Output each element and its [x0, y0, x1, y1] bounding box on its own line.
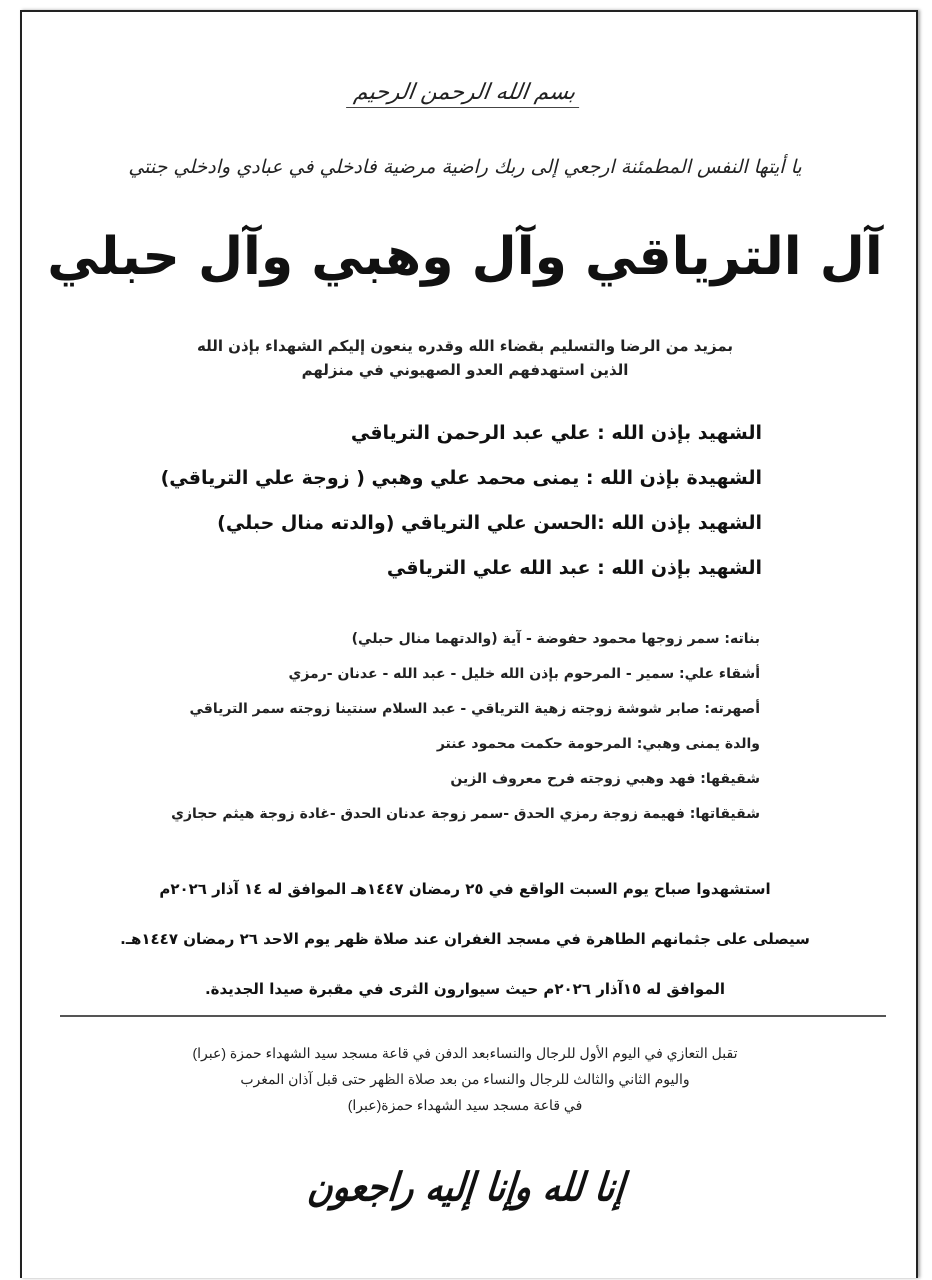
relatives-line: أصهرته: صابر شوشة زوجته زهية الترياقي - عبد السلام سنتينا زوجته سمر الترياقي: [189, 701, 760, 717]
obituary-intro: [30, 334, 900, 382]
relatives-list: [60, 624, 760, 834]
condolences-line: تقبل التعازي في اليوم الأول للرجال والنساءبعد الدفن في قاعة مسجد سيد الشهداء حمزة (عبرا): [192, 1045, 738, 1061]
relatives-line: شقيقها: فهد وهبي زوجته فرح معروف الزين: [450, 771, 760, 787]
intro-line: الذين استهدفهم العدو الصهيوني في منزلهم: [301, 361, 629, 379]
families-title: آل الترياقي وآل وهبي وآل حبلي: [47, 227, 883, 287]
martyr-line: الشهيد بإذن الله :الحسن علي الترياقي (والدته منال حبلي): [217, 512, 762, 534]
relatives-line: شقيقاتها: فهيمة زوجة رمزي الحدق -سمر زوجة عدنان الحدق -غادة زوجة هيثم حجازي: [171, 806, 760, 822]
martyrs-list: [62, 418, 762, 598]
quran-verse: يا أيتها النفس المطمئنة ارجعي إلى ربك راضية مرضية فادخلي في عبادي وادخلي جنتي: [128, 156, 802, 178]
martyr-line: الشهيد بإذن الله : علي عبد الرحمن الترياقي: [350, 422, 762, 444]
relatives-line: أشقاء علي: سمير - المرحوم بإذن الله خليل - عبد الله - عدنان -رمزي: [288, 666, 760, 682]
martyr-line: الشهيدة بإذن الله : يمنى محمد علي وهبي ( زوجة علي الترياقي): [160, 467, 762, 489]
burial-info: الموافق له ١٥آذار ٢٠٢٦م حيث سيوارون الثرى في مقبرة صيدا الجديدة.: [204, 980, 726, 998]
relatives-line: بناته: سمر زوجها محمود حفوضة - آية (والدتهما منال حبلي): [351, 631, 760, 647]
condolences-line: في قاعة مسجد سيد الشهداء حمزة(عبرا): [347, 1097, 583, 1113]
condolences-info: [40, 1040, 890, 1118]
relatives-line: والدة يمنى وهبي: المرحومة حكمت محمود عنتر: [436, 736, 760, 752]
basmala-calligraphy: بسم الله الرحمن الرحيم: [30, 80, 900, 108]
intro-line: بمزيد من الرضا والتسليم بقضاء الله وقدره ينعون إليكم الشهداء بإذن الله: [196, 337, 734, 355]
closing-calligraphy: إنا لله وإنا إليه راجعون: [305, 1165, 627, 1211]
funeral-prayer: سيصلى على جثمانهم الطاهرة في مسجد الغفران عند صلاة ظهر يوم الاحد ٢٦ رمضان ١٤٤٧هـ.: [120, 930, 810, 948]
martyr-line: الشهيد بإذن الله : عبد الله علي الترياقي: [386, 557, 762, 579]
condolences-line: واليوم الثاني والثالث للرجال والنساء من بعد صلاة الظهر حتى قبل آذان المغرب: [240, 1071, 690, 1087]
martyrdom-date: استشهدوا صباح يوم السبت الواقع في ٢٥ رمضان ١٤٤٧هـ الموافق له ١٤ آذار ٢٠٢٦م: [159, 880, 771, 898]
divider: [60, 1015, 886, 1017]
